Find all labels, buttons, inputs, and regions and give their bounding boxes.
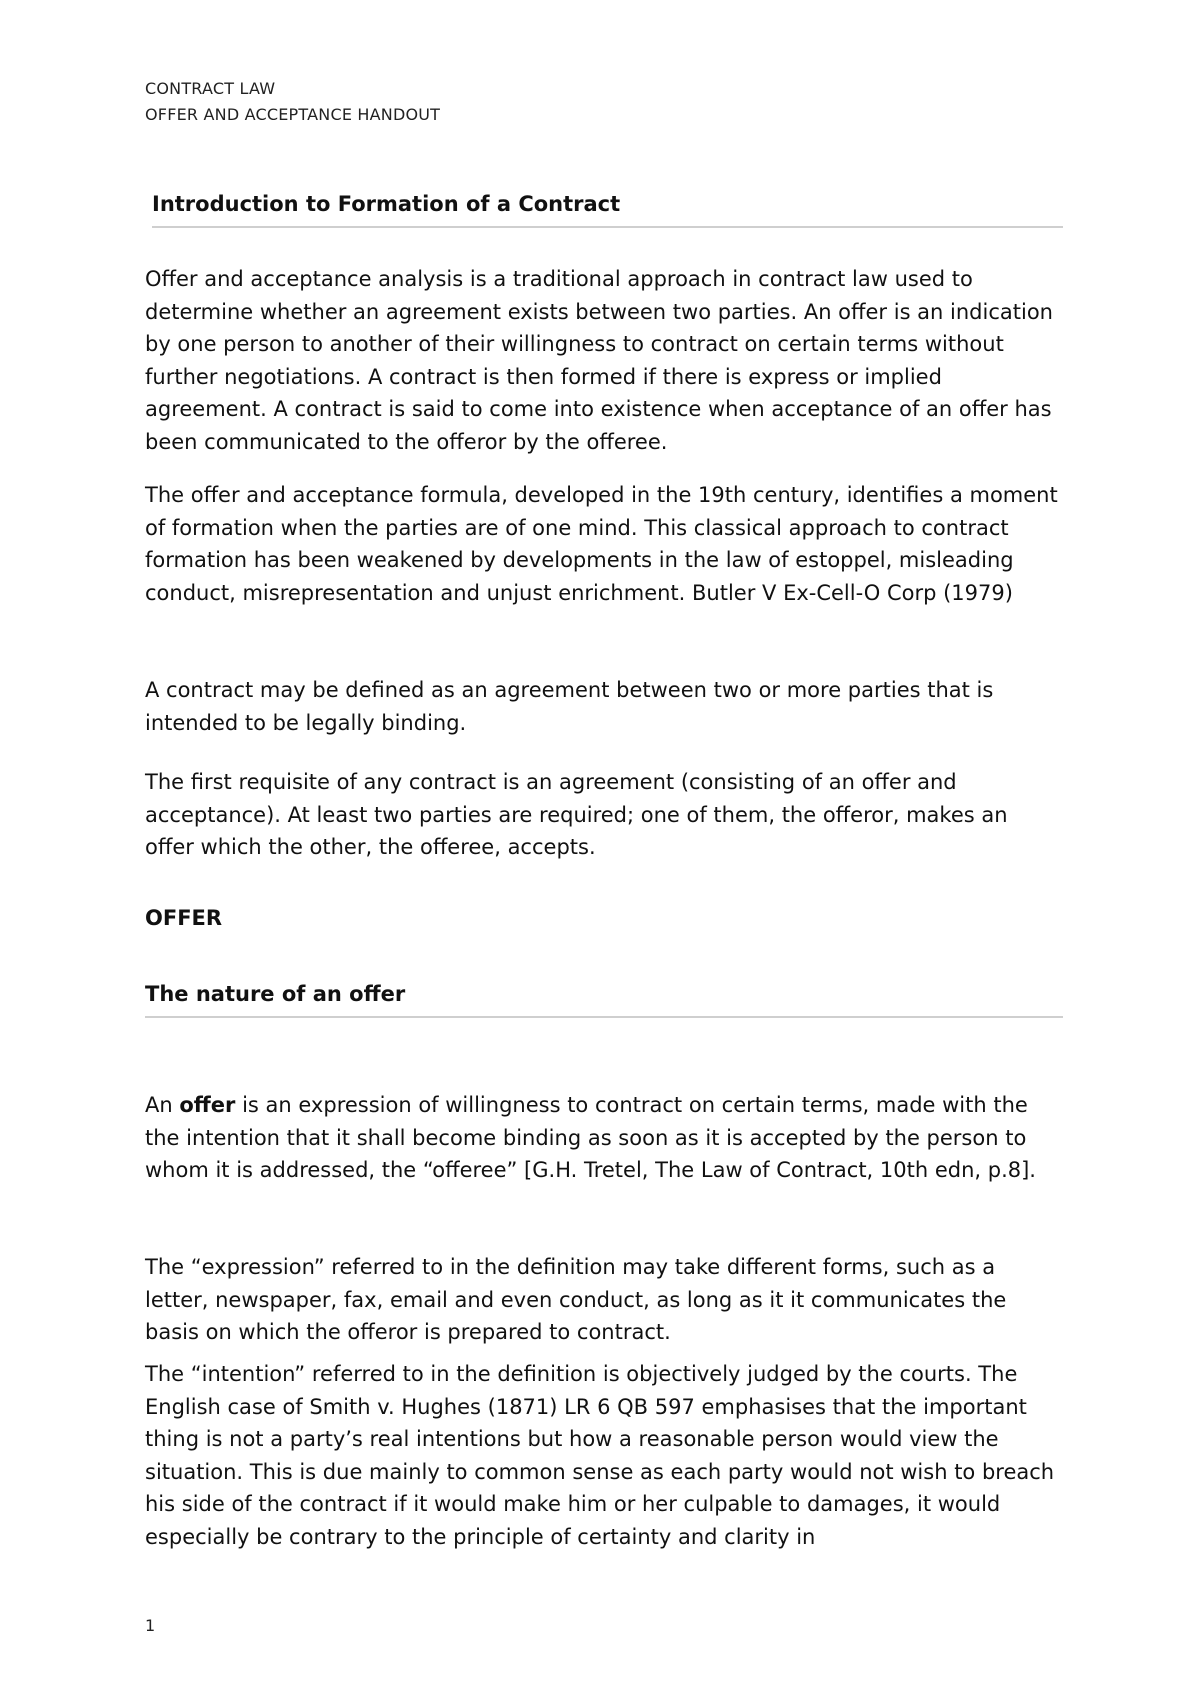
section-heading-nature-of-offer: The nature of an offer: [145, 982, 1063, 1018]
offer-definition-term: offer: [179, 1093, 236, 1117]
offer-definition-rest: is an expression of willingness to contract on certain terms, made with the the intention that it shall become binding as soon as it is accepted by the person to whom it is addressed, the “offeree” [G.H. Tretel, The Law of Contract, 10th edn, p.8].: [145, 1093, 1036, 1182]
paragraph-expression-forms: The “expression” referred to in the definition may take different forms, such as a letter, newspaper, fax, email and even conduct, as long as it it communicates the basis on which the offeror is prepared to contract.: [145, 1255, 1007, 1344]
page-number: 1: [145, 1616, 156, 1635]
paragraph-first-requisite: The first requisite of any contract is an agreement (consisting of an offer and acceptance). At least two parties are required; one of them, the offeror, makes an offer which the other, the offeree, accepts.: [145, 770, 1008, 859]
section-label-offer: OFFER: [145, 906, 223, 930]
offer-definition-lead: An: [145, 1093, 180, 1117]
document-header: [145, 76, 440, 128]
header-course-title: CONTRACT LAW: [145, 79, 276, 98]
header-handout-title: OFFER AND ACCEPTANCE HANDOUT: [145, 105, 441, 124]
paragraph-contract-definition: A contract may be defined as an agreement between two or more parties that is intended to be legally binding.: [145, 678, 994, 735]
paragraph-intention-objective: The “intention” referred to in the definition is objectively judged by the courts. The English case of Smith v. Hughes (1871) LR 6 QB 597 emphasises that the important thing is not a party’s real intentions but how a reasonable person would view the situation. This is due mainly to common sense as each party would not wish to breach his side of the contract if it would make him or her culpable to damages, it would especially be contrary to the principle of certainty and clarity in: [145, 1362, 1055, 1549]
section-heading-introduction: Introduction to Formation of a Contract: [152, 192, 1063, 228]
paragraph-offer-acceptance-analysis: Offer and acceptance analysis is a traditional approach in contract law used to determine whether an agreement exists between two parties. An offer is an indication by one person to another of their willingness to contract on certain terms without further negotiations. A contract is then formed if there is express or implied agreement. A contract is said to come into existence when acceptance of an offer has been communicated to the offeror by the offeree.: [145, 267, 1053, 454]
paragraph-offer-acceptance-formula: The offer and acceptance formula, developed in the 19th century, identifies a moment of formation when the parties are of one mind. This classical approach to contract formation has been weakened by developments in the law of estoppel, misleading conduct, misrepresentation and unjust enrichment. Butler V Ex-Cell-O Corp (1979): [145, 483, 1058, 605]
paragraph-offer-definition: [145, 1089, 1063, 1187]
